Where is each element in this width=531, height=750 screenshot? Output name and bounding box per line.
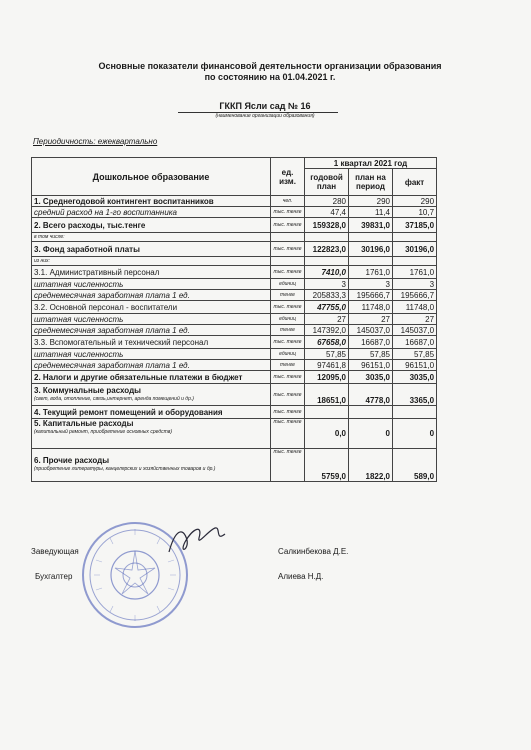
- row-unit: тенге: [271, 290, 305, 301]
- head-title: Заведующая: [31, 547, 79, 556]
- row-annual-plan: 205833,3: [305, 290, 349, 301]
- row-annual-plan: 122823,0: [305, 242, 349, 257]
- row-fact: 290: [393, 196, 437, 207]
- row-fact: 16687,0: [393, 336, 437, 349]
- table-row: [32, 419, 437, 449]
- accountant-name: Алиева Н.Д.: [278, 572, 324, 581]
- table-row: [32, 449, 437, 482]
- row-unit: тыс. тенге: [271, 301, 305, 314]
- header-period-plan: план на период: [349, 169, 393, 196]
- row-annual-plan: 18651,0: [305, 384, 349, 406]
- signature-icon: [165, 520, 235, 560]
- row-unit: тыс. тенге: [271, 242, 305, 257]
- row-fact: [393, 257, 437, 266]
- row-unit: тыс. тенге: [271, 449, 305, 482]
- row-period-plan: 96151,0: [349, 360, 393, 371]
- row-unit: единиц: [271, 279, 305, 290]
- row-period-plan: 16687,0: [349, 336, 393, 349]
- table-row: [32, 325, 437, 336]
- table-row: [32, 349, 437, 360]
- row-annual-plan: 147392,0: [305, 325, 349, 336]
- row-annual-plan: [305, 406, 349, 419]
- row-fact: 96151,0: [393, 360, 437, 371]
- row-fact: 57,85: [393, 349, 437, 360]
- table-row: [32, 233, 437, 242]
- table-row: [32, 242, 437, 257]
- row-annual-plan: 12095,0: [305, 371, 349, 384]
- table-row: [32, 371, 437, 384]
- header-annual-plan: годовой план: [305, 169, 349, 196]
- row-period-plan: 11,4: [349, 207, 393, 218]
- table-row: [32, 336, 437, 349]
- row-annual-plan: 57,85: [305, 349, 349, 360]
- row-annual-plan: 5759,0: [305, 449, 349, 482]
- table-row: [32, 406, 437, 419]
- table-row: [32, 301, 437, 314]
- table-row: [32, 290, 437, 301]
- row-label: средний расход на 1-го воспитанника: [32, 207, 271, 218]
- row-annual-plan: 3: [305, 279, 349, 290]
- row-label: 3.2. Основной персонал - воспитатели: [32, 301, 271, 314]
- row-label: 3.3. Вспомогательный и технический персонал: [32, 336, 271, 349]
- row-label: штатная численность: [32, 349, 271, 360]
- table-row: [32, 279, 437, 290]
- row-period-plan: [349, 406, 393, 419]
- document-title-line2: по состоянию на 01.04.2021 г.: [204, 72, 336, 82]
- row-annual-plan: 47,4: [305, 207, 349, 218]
- row-unit: тыс. тенге: [271, 406, 305, 419]
- table-row: [32, 257, 437, 266]
- table-row: [32, 196, 437, 207]
- header-fact: факт: [393, 169, 437, 196]
- header-period: 1 квартал 2021 год: [305, 158, 437, 169]
- row-annual-plan: 27: [305, 314, 349, 325]
- organization-name: ГККП Ясли сад № 16: [219, 101, 311, 111]
- row-annual-plan: 0,0: [305, 419, 349, 449]
- row-period-plan: 1761,0: [349, 266, 393, 279]
- row-period-plan: 0: [349, 419, 393, 449]
- row-label: среднемесячная заработная плата 1 ед.: [32, 290, 271, 301]
- row-label: [32, 449, 271, 482]
- accountant-title: Бухгалтер: [35, 572, 73, 581]
- row-fact: 11748,0: [393, 301, 437, 314]
- row-period-plan: 4778,0: [349, 384, 393, 406]
- row-period-plan: 1822,0: [349, 449, 393, 482]
- row-label: 3.1. Административный персонал: [32, 266, 271, 279]
- row-fact: 10,7: [393, 207, 437, 218]
- row-unit: тыс. тенге: [271, 336, 305, 349]
- table-row: [32, 314, 437, 325]
- row-label: из них:: [32, 257, 271, 266]
- row-annual-plan: 67658,0: [305, 336, 349, 349]
- row-period-plan: 27: [349, 314, 393, 325]
- row-period-plan: 39831,0: [349, 218, 393, 233]
- row-period-plan: 3035,0: [349, 371, 393, 384]
- row-fact: 3: [393, 279, 437, 290]
- other-sub: (приобретение литературы, канцелярских и хозяйственных товаров и др.): [34, 466, 216, 472]
- row-unit: тенге: [271, 360, 305, 371]
- table-body: [32, 196, 437, 482]
- row-annual-plan: [305, 257, 349, 266]
- row-period-plan: [349, 233, 393, 242]
- row-label: среднемесячная заработная плата 1 ед.: [32, 325, 271, 336]
- row-fact: 3365,0: [393, 384, 437, 406]
- row-period-plan: [349, 257, 393, 266]
- row-fact: 0: [393, 419, 437, 449]
- row-period-plan: 290: [349, 196, 393, 207]
- financial-table: [31, 157, 437, 482]
- row-label: 2. Налоги и другие обязательные платежи в бюджет: [32, 371, 271, 384]
- row-fact: 27: [393, 314, 437, 325]
- row-period-plan: 30196,0: [349, 242, 393, 257]
- document-title-line1: Основные показатели финансовой деятельности организации образования: [98, 61, 442, 71]
- periodicity-label: Периодичность: ежеквартально: [33, 137, 158, 146]
- row-unit: тыс. тенге: [271, 207, 305, 218]
- row-annual-plan: 47755,0: [305, 301, 349, 314]
- row-label: штатная численность: [32, 314, 271, 325]
- row-fact: 195666,7: [393, 290, 437, 301]
- row-label: 4. Текущий ремонт помещений и оборудования: [32, 406, 271, 419]
- row-label: 1. Среднегодовой контингент воспитанников: [32, 196, 271, 207]
- row-period-plan: 145037,0: [349, 325, 393, 336]
- capital-sub: (капитальный ремонт, приобретение основных средств): [34, 429, 173, 435]
- table-row: [32, 207, 437, 218]
- head-name: Салкинбекова Д.Е.: [278, 547, 349, 556]
- row-label: среднемесячная заработная плата 1 ед.: [32, 360, 271, 371]
- table-row: [32, 218, 437, 233]
- row-unit: единиц: [271, 314, 305, 325]
- row-label: в том числе:: [32, 233, 271, 242]
- capital-label: 5. Капитальные расходы: [34, 419, 134, 428]
- row-unit: тыс. тенге: [271, 371, 305, 384]
- row-unit: тыс. тенге: [271, 419, 305, 449]
- other-label: 6. Прочие расходы: [34, 456, 110, 465]
- utilities-label: 3. Коммунальные расходы: [34, 385, 141, 395]
- header-preschool: Дошкольное образование: [32, 158, 271, 196]
- utilities-sub: (свет, вода, отопление, связь,интернет, аренда помещений и др.): [34, 395, 194, 402]
- header-unit: ед. изм.: [271, 158, 305, 196]
- row-period-plan: 3: [349, 279, 393, 290]
- row-fact: 1761,0: [393, 266, 437, 279]
- row-fact: 589,0: [393, 449, 437, 482]
- row-unit: чел.: [271, 196, 305, 207]
- row-period-plan: 11748,0: [349, 301, 393, 314]
- row-label: 2. Всего расходы, тыс.тенге: [32, 218, 271, 233]
- row-unit: тенге: [271, 325, 305, 336]
- row-unit: тыс. тенге: [271, 384, 305, 406]
- table-row: [32, 360, 437, 371]
- row-unit: единиц: [271, 349, 305, 360]
- row-period-plan: 57,85: [349, 349, 393, 360]
- row-fact: 37185,0: [393, 218, 437, 233]
- row-period-plan: 195666,7: [349, 290, 393, 301]
- row-unit: [271, 233, 305, 242]
- row-label: 3. Фонд заработной платы: [32, 242, 271, 257]
- row-annual-plan: 280: [305, 196, 349, 207]
- row-fact: 30196,0: [393, 242, 437, 257]
- row-label: штатная численность: [32, 279, 271, 290]
- row-fact: [393, 233, 437, 242]
- table-row: [32, 266, 437, 279]
- row-annual-plan: [305, 233, 349, 242]
- organization-note: (наименование организации образования): [215, 113, 315, 119]
- row-annual-plan: 97461,8: [305, 360, 349, 371]
- row-label: [32, 419, 271, 449]
- row-fact: 3035,0: [393, 371, 437, 384]
- row-unit: [271, 257, 305, 266]
- row-unit: тыс. тенге: [271, 218, 305, 233]
- row-label: [32, 384, 271, 406]
- row-fact: [393, 406, 437, 419]
- row-unit: тыс. тенге: [271, 266, 305, 279]
- row-annual-plan: 159328,0: [305, 218, 349, 233]
- row-fact: 145037,0: [393, 325, 437, 336]
- row-annual-plan: 7410,0: [305, 266, 349, 279]
- table-row: [32, 384, 437, 406]
